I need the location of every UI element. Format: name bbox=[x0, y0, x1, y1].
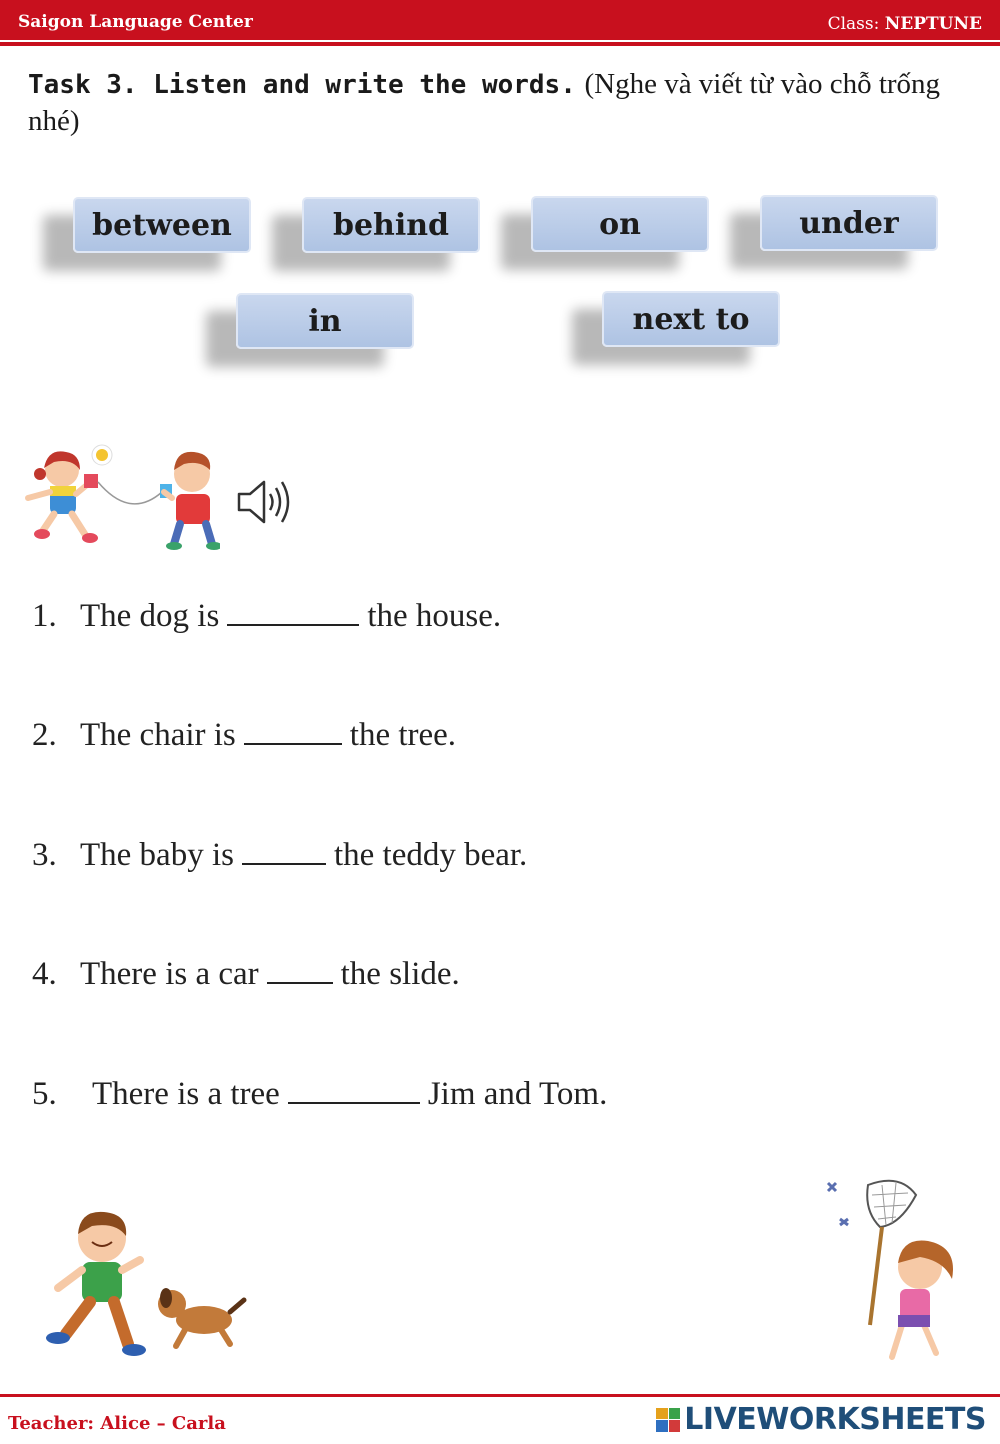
word-in[interactable]: in bbox=[236, 293, 414, 349]
answer-blank-2[interactable] bbox=[244, 721, 342, 745]
sentence-text-before: There is a tree bbox=[92, 1076, 280, 1112]
sentence-number: 1. bbox=[32, 598, 57, 634]
footer-divider bbox=[0, 1394, 1000, 1397]
task-heading: Task 3. Listen and write the words. bbox=[28, 70, 576, 100]
sentence-number: 4. bbox=[32, 956, 57, 992]
word-behind[interactable]: behind bbox=[302, 197, 480, 253]
header-divider bbox=[0, 42, 1000, 46]
answer-blank-4[interactable] bbox=[267, 960, 333, 984]
sentence-3 bbox=[32, 837, 527, 874]
header-bar bbox=[0, 0, 1000, 40]
task-title bbox=[28, 66, 968, 140]
speaker-icon[interactable] bbox=[236, 476, 292, 528]
sentence-text-before: The baby is bbox=[80, 837, 234, 873]
class-name: NEPTUNE bbox=[884, 14, 982, 34]
sentence-5 bbox=[32, 1076, 607, 1113]
answer-blank-5[interactable] bbox=[288, 1080, 420, 1104]
teacher-credit: Teacher: Alice – Carla bbox=[8, 1413, 226, 1434]
sentence-text-after: the teddy bear. bbox=[333, 837, 528, 873]
boy-dog-illustration bbox=[36, 1208, 256, 1368]
sentence-text-before: The chair is bbox=[80, 717, 236, 753]
task-instruction: (Nghe và viết từ vào chỗ trống nhé) bbox=[28, 68, 941, 137]
school-name: Saigon Language Center bbox=[18, 12, 253, 32]
girl-net-illustration bbox=[820, 1175, 970, 1375]
liveworksheets-logo-icon bbox=[656, 1408, 680, 1432]
word-under[interactable]: under bbox=[760, 195, 938, 251]
answer-blank-1[interactable] bbox=[227, 602, 359, 626]
sentence-text-before: There is a car bbox=[80, 956, 259, 992]
sentence-text-after: the slide. bbox=[340, 956, 460, 992]
sentence-text-after: Jim and Tom. bbox=[427, 1076, 608, 1112]
sentence-number: 5. bbox=[32, 1076, 57, 1112]
word-on[interactable]: on bbox=[531, 196, 709, 252]
kids-phone-illustration bbox=[20, 440, 220, 550]
sentence-text-after: the tree. bbox=[349, 717, 457, 753]
sentence-2 bbox=[32, 717, 456, 754]
sentence-number: 3. bbox=[32, 837, 57, 873]
word-between[interactable]: between bbox=[73, 197, 251, 253]
class-label: Class: bbox=[827, 14, 880, 34]
word-next-to[interactable]: next to bbox=[602, 291, 780, 347]
sentence-text-before: The dog is bbox=[80, 598, 220, 634]
liveworksheets-brand[interactable] bbox=[656, 1402, 986, 1437]
class-info bbox=[828, 14, 982, 34]
sentence-number: 2. bbox=[32, 717, 57, 753]
sentence-4 bbox=[32, 956, 460, 993]
sentence-1 bbox=[32, 598, 501, 635]
sentence-text-after: the house. bbox=[367, 598, 502, 634]
answer-blank-3[interactable] bbox=[242, 841, 326, 865]
brand-text: LIVEWORKSHEETS bbox=[684, 1402, 986, 1437]
